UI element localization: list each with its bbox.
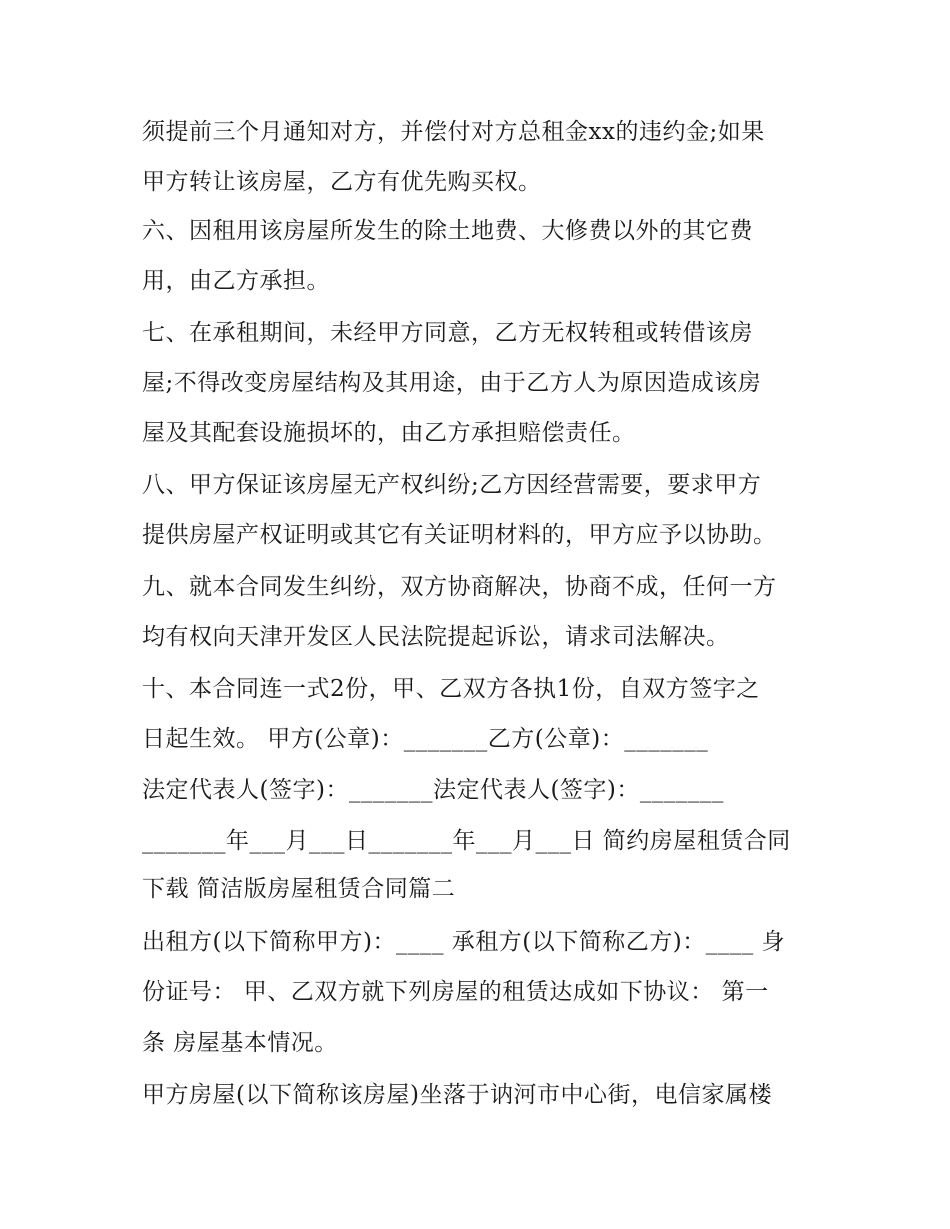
text-line: _______年___月___日_______年___月___日 简约房屋租赁合同 xyxy=(142,828,791,854)
text-line: 屋;不得改变房屋结构及其用途，由于乙方人为原因造成该房 xyxy=(142,370,762,396)
text-line: 条 房屋基本情况。 xyxy=(142,1030,338,1056)
text-line: 甲方房屋(以下简称该房屋)坐落于讷河市中心街，电信家属楼 xyxy=(142,1082,772,1108)
text-line: 出租方(以下简称甲方)：____ 承租方(以下简称乙方)：____ 身 xyxy=(142,929,786,955)
text-line: 份证号： 甲、乙双方就下列房屋的租赁达成如下协议： 第一 xyxy=(142,979,769,1005)
text-line: 甲方转让该房屋，乙方有优先购买权。 xyxy=(142,169,542,195)
text-line: 法定代表人(签字)：_______法定代表人(签字)：_______ xyxy=(142,777,724,803)
text-line: 六、因租用该房屋所发生的除土地费、大修费以外的其它费 xyxy=(142,218,753,244)
text-line: 用，由乙方承担。 xyxy=(142,268,330,294)
text-line: 七、在承租期间，未经甲方同意，乙方无权转租或转借该房 xyxy=(142,320,753,346)
text-line: 均有权向天津开发区人民法院提起诉讼，请求司法解决。 xyxy=(142,624,730,650)
text-line: 日起生效。 甲方(公章)：_______乙方(公章)：_______ xyxy=(142,726,709,752)
text-line: 八、甲方保证该房屋无产权纠纷;乙方因经营需要，要求甲方 xyxy=(142,472,762,498)
text-line: 九、就本合同发生纠纷，双方协商解决，协商不成，任何一方 xyxy=(142,574,777,600)
text-line: 提供房屋产权证明或其它有关证明材料的，甲方应予以协助。 xyxy=(142,522,777,548)
text-line: 十、本合同连一式2份，甲、乙双方各执1份，自双方签字之 xyxy=(142,676,760,702)
text-line: 须提前三个月通知对方，并偿付对方总租金xx的违约金;如果 xyxy=(142,119,765,145)
text-line: 屋及其配套设施损坏的，由乙方承担赔偿责任。 xyxy=(142,420,636,446)
text-line: 下载 简洁版房屋租赁合同篇二 xyxy=(142,876,456,902)
